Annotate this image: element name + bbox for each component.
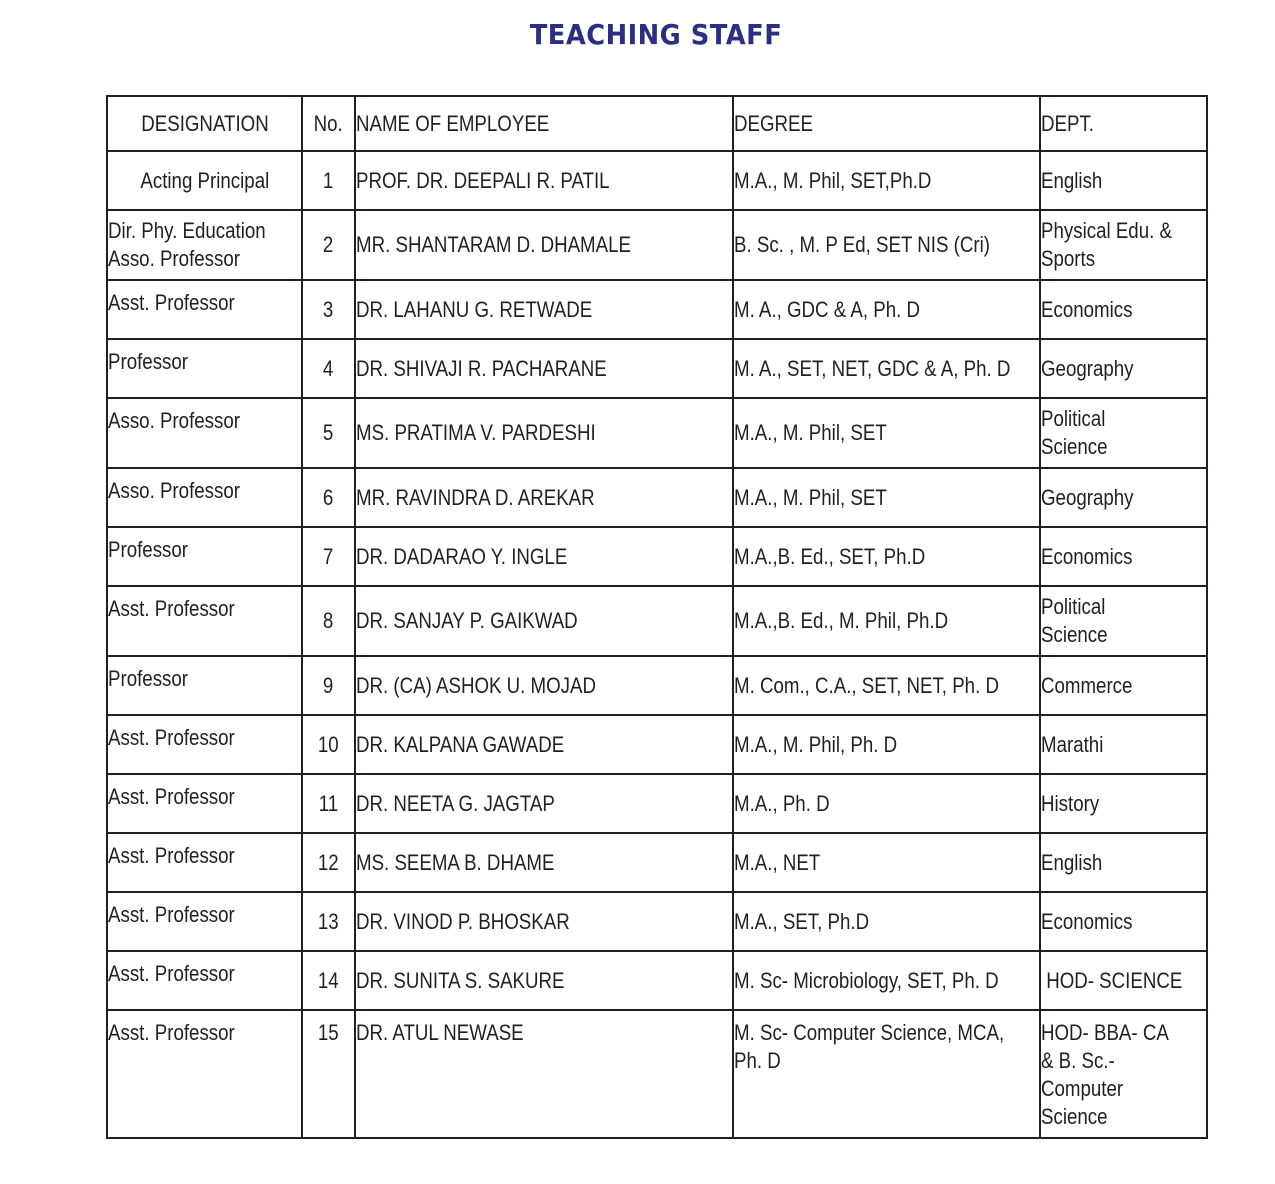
- cell-degree: M.A., M. Phil, SET: [733, 468, 1040, 527]
- cell-no: 14: [302, 951, 355, 1010]
- cell-dept: Economics: [1040, 527, 1207, 586]
- cell-name: PROF. DR. DEEPALI R. PATIL: [355, 151, 733, 210]
- column-header-name: NAME OF EMPLOYEE: [355, 96, 733, 151]
- cell-degree: M. Com., C.A., SET, NET, Ph. D: [733, 656, 1040, 715]
- cell-no: 12: [302, 833, 355, 892]
- cell-dept: Geography: [1040, 468, 1207, 527]
- table-row: [107, 774, 1207, 833]
- cell-name: DR. ATUL NEWASE: [355, 1010, 733, 1138]
- cell-designation: Asst. Professor: [107, 892, 302, 951]
- table-header-row: [107, 96, 1207, 151]
- cell-name: DR. SHIVAJI R. PACHARANE: [355, 339, 733, 398]
- cell-dept: Physical Edu. & Sports: [1040, 210, 1207, 280]
- cell-degree: B. Sc. , M. P Ed, SET NIS (Cri): [733, 210, 1040, 280]
- cell-degree: M.A., M. Phil, Ph. D: [733, 715, 1040, 774]
- table-row: [107, 398, 1207, 468]
- cell-name: DR. SANJAY P. GAIKWAD: [355, 586, 733, 656]
- cell-designation: Professor: [107, 527, 302, 586]
- table-row: [107, 715, 1207, 774]
- cell-degree: M.A.,B. Ed., M. Phil, Ph.D: [733, 586, 1040, 656]
- cell-designation: Acting Principal: [107, 151, 302, 210]
- cell-name: DR. DADARAO Y. INGLE: [355, 527, 733, 586]
- cell-degree: M.A., M. Phil, SET,Ph.D: [733, 151, 1040, 210]
- cell-no: 6: [302, 468, 355, 527]
- cell-degree: M. Sc- Computer Science, MCA, Ph. D: [733, 1010, 1040, 1138]
- table-row: [107, 210, 1207, 280]
- cell-dept: History: [1040, 774, 1207, 833]
- cell-no: 7: [302, 527, 355, 586]
- cell-designation: Asst. Professor: [107, 951, 302, 1010]
- table-row: [107, 951, 1207, 1010]
- cell-degree: M.A., M. Phil, SET: [733, 398, 1040, 468]
- cell-name: MS. PRATIMA V. PARDESHI: [355, 398, 733, 468]
- staff-table: [106, 95, 1208, 1139]
- cell-degree: M. Sc- Microbiology, SET, Ph. D: [733, 951, 1040, 1010]
- cell-designation: Asst. Professor: [107, 1010, 302, 1138]
- cell-designation: Asst. Professor: [107, 586, 302, 656]
- cell-name: DR. VINOD P. BHOSKAR: [355, 892, 733, 951]
- cell-dept: Political Science: [1040, 586, 1207, 656]
- column-header-designation: DESIGNATION: [107, 96, 302, 151]
- cell-designation: Asst. Professor: [107, 715, 302, 774]
- cell-dept: HOD- BBA- CA & B. Sc.- Computer Science: [1040, 1010, 1207, 1138]
- cell-degree: M. A., GDC & A, Ph. D: [733, 280, 1040, 339]
- cell-dept: Geography: [1040, 339, 1207, 398]
- table-row: [107, 527, 1207, 586]
- table-row: [107, 468, 1207, 527]
- cell-designation: Professor: [107, 339, 302, 398]
- table-row: [107, 151, 1207, 210]
- table-row: [107, 892, 1207, 951]
- cell-no: 4: [302, 339, 355, 398]
- column-header-no: No.: [302, 96, 355, 151]
- designation-line: Dir. Phy. Education: [108, 218, 266, 243]
- cell-name: DR. NEETA G. JAGTAP: [355, 774, 733, 833]
- table-row: [107, 1010, 1207, 1138]
- cell-designation: Asst. Professor: [107, 833, 302, 892]
- cell-designation: Professor: [107, 656, 302, 715]
- cell-no: 9: [302, 656, 355, 715]
- cell-no: 15: [302, 1010, 355, 1138]
- table-row: [107, 656, 1207, 715]
- table-row: [107, 280, 1207, 339]
- cell-dept: Political Science: [1040, 398, 1207, 468]
- cell-degree: M.A., NET: [733, 833, 1040, 892]
- cell-designation: [107, 210, 302, 280]
- cell-dept: Marathi: [1040, 715, 1207, 774]
- cell-degree: M. A., SET, NET, GDC & A, Ph. D: [733, 339, 1040, 398]
- cell-name: MR. RAVINDRA D. AREKAR: [355, 468, 733, 527]
- cell-name: MS. SEEMA B. DHAME: [355, 833, 733, 892]
- cell-dept: Economics: [1040, 280, 1207, 339]
- cell-designation: Asso. Professor: [107, 468, 302, 527]
- column-header-degree: DEGREE: [733, 96, 1040, 151]
- cell-no: 13: [302, 892, 355, 951]
- cell-degree: M.A.,B. Ed., SET, Ph.D: [733, 527, 1040, 586]
- cell-degree: M.A., SET, Ph.D: [733, 892, 1040, 951]
- cell-name: DR. SUNITA S. SAKURE: [355, 951, 733, 1010]
- cell-no: 11: [302, 774, 355, 833]
- cell-dept: HOD- SCIENCE: [1040, 951, 1207, 1010]
- cell-designation: Asso. Professor: [107, 398, 302, 468]
- cell-no: 3: [302, 280, 355, 339]
- cell-no: 10: [302, 715, 355, 774]
- cell-dept: English: [1040, 151, 1207, 210]
- cell-dept: Commerce: [1040, 656, 1207, 715]
- cell-no: 8: [302, 586, 355, 656]
- cell-name: MR. SHANTARAM D. DHAMALE: [355, 210, 733, 280]
- cell-name: DR. LAHANU G. RETWADE: [355, 280, 733, 339]
- cell-designation: Asst. Professor: [107, 280, 302, 339]
- cell-dept: Economics: [1040, 892, 1207, 951]
- cell-no: 2: [302, 210, 355, 280]
- cell-no: 1: [302, 151, 355, 210]
- table-row: [107, 833, 1207, 892]
- cell-name: DR. (CA) ASHOK U. MOJAD: [355, 656, 733, 715]
- cell-dept: English: [1040, 833, 1207, 892]
- table-row: [107, 586, 1207, 656]
- table-row: [107, 339, 1207, 398]
- cell-no: 5: [302, 398, 355, 468]
- column-header-dept: DEPT.: [1040, 96, 1207, 151]
- page-title: TEACHING STAFF: [529, 18, 783, 51]
- designation-line: Asso. Professor: [108, 246, 240, 271]
- cell-degree: M.A., Ph. D: [733, 774, 1040, 833]
- cell-name: DR. KALPANA GAWADE: [355, 715, 733, 774]
- cell-designation: Asst. Professor: [107, 774, 302, 833]
